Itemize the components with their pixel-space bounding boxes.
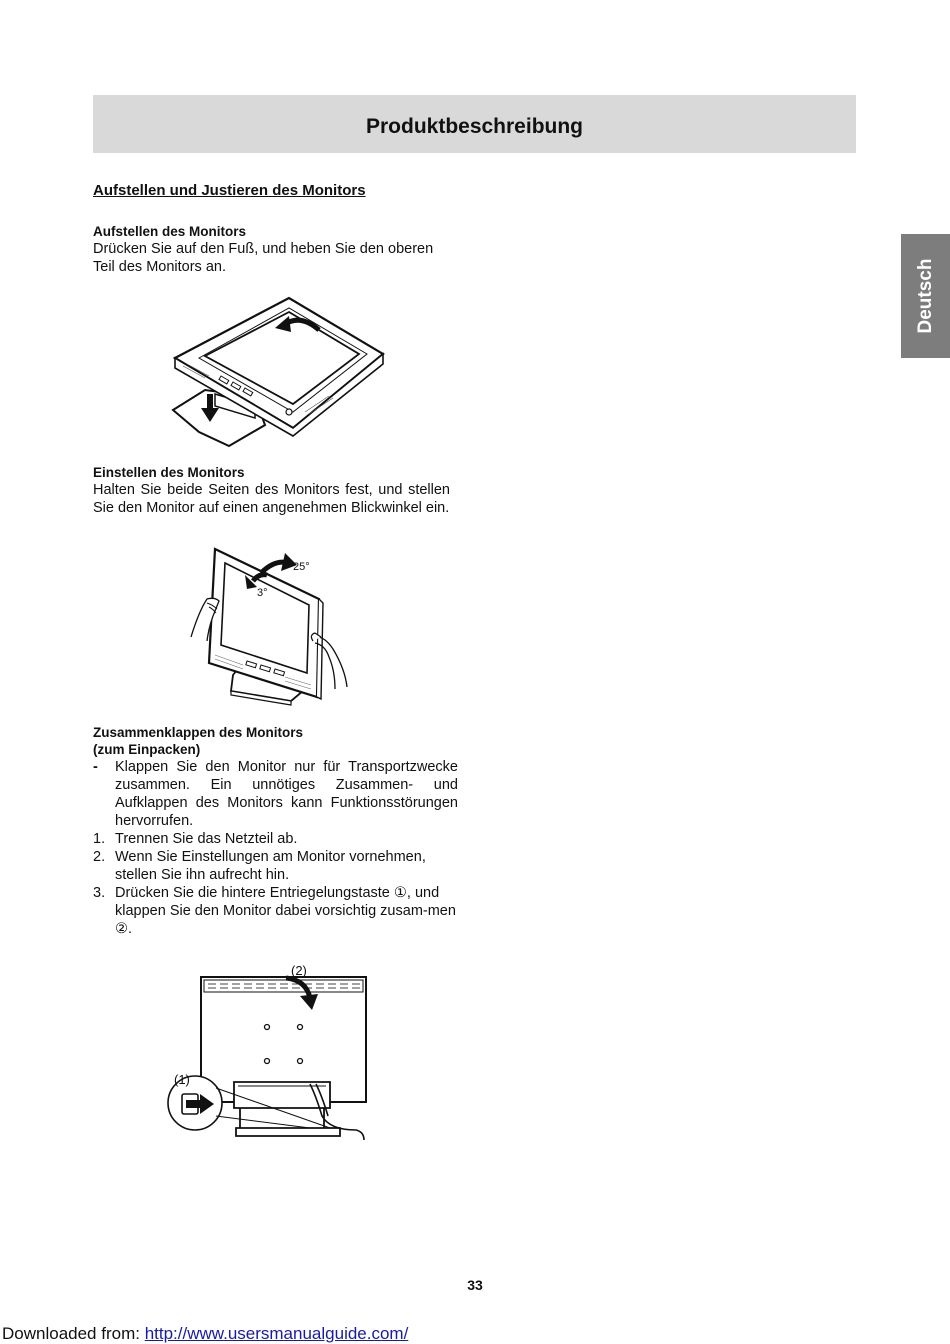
list-item — [93, 758, 458, 830]
callout-2-label: (2) — [291, 963, 307, 978]
fold-heading — [93, 724, 303, 758]
language-tab-label: Deutsch — [914, 258, 936, 334]
list-text: Drücken Sie die hintere Entriegelungstaste ①, und klappen Sie den Monitor dabei vorsichtig zusam-men ②. — [115, 885, 456, 937]
list-marker: - — [93, 759, 98, 775]
header-band — [93, 95, 856, 153]
list-marker: 3. — [93, 885, 106, 901]
angle-down-label: 3° — [257, 587, 268, 599]
callout-1-label: (1) — [174, 1072, 190, 1087]
adjust-heading: Einstellen des Monitors — [93, 465, 245, 480]
download-prefix: Downloaded from: — [2, 1324, 145, 1343]
page-title: Produktbeschreibung — [365, 115, 584, 138]
list-item — [93, 884, 458, 938]
language-tab — [901, 234, 950, 358]
list-text: Trennen Sie das Netzteil ab. — [115, 831, 298, 847]
list-text: Wenn Sie Einstellungen am Monitor vornehmen, stellen Sie ihn aufrecht hin. — [115, 849, 426, 883]
fold-heading-line1: Zusammenklappen des Monitors — [93, 725, 304, 740]
download-notice — [2, 1324, 408, 1344]
adjust-illustration — [185, 545, 355, 710]
angle-up-label: 25° — [293, 561, 310, 573]
list-item — [93, 848, 458, 884]
setup-heading: Aufstellen des Monitors — [93, 224, 247, 239]
setup-illustration — [165, 292, 395, 452]
fold-instructions — [93, 758, 458, 938]
download-link[interactable]: http://www.usersmanualguide.com/ — [144, 1324, 409, 1343]
section-title: Aufstellen und Justieren des Monitors — [93, 182, 366, 199]
fold-illustration — [160, 960, 375, 1145]
setup-text: Drücken Sie auf den Fuß, und heben Sie den oberen Teil des Monitors an. — [93, 241, 434, 275]
list-text: Klappen Sie den Monitor nur für Transportzwecke zusammen. Ein unnötiges Zusammen- und Aufklappen des Monitors kann Funktionsstörungen hervorrufen. — [115, 759, 458, 829]
list-marker: 2. — [93, 849, 106, 865]
fold-heading-line2: (zum Einpacken) — [93, 742, 201, 757]
list-item — [93, 830, 458, 848]
page-number: 33 — [467, 1277, 483, 1293]
adjust-text: Halten Sie beide Seiten des Monitors fest, und stellen Sie den Monitor auf einen angenehmen Blickwinkel ein. — [93, 482, 450, 516]
list-marker: 1. — [93, 831, 106, 847]
